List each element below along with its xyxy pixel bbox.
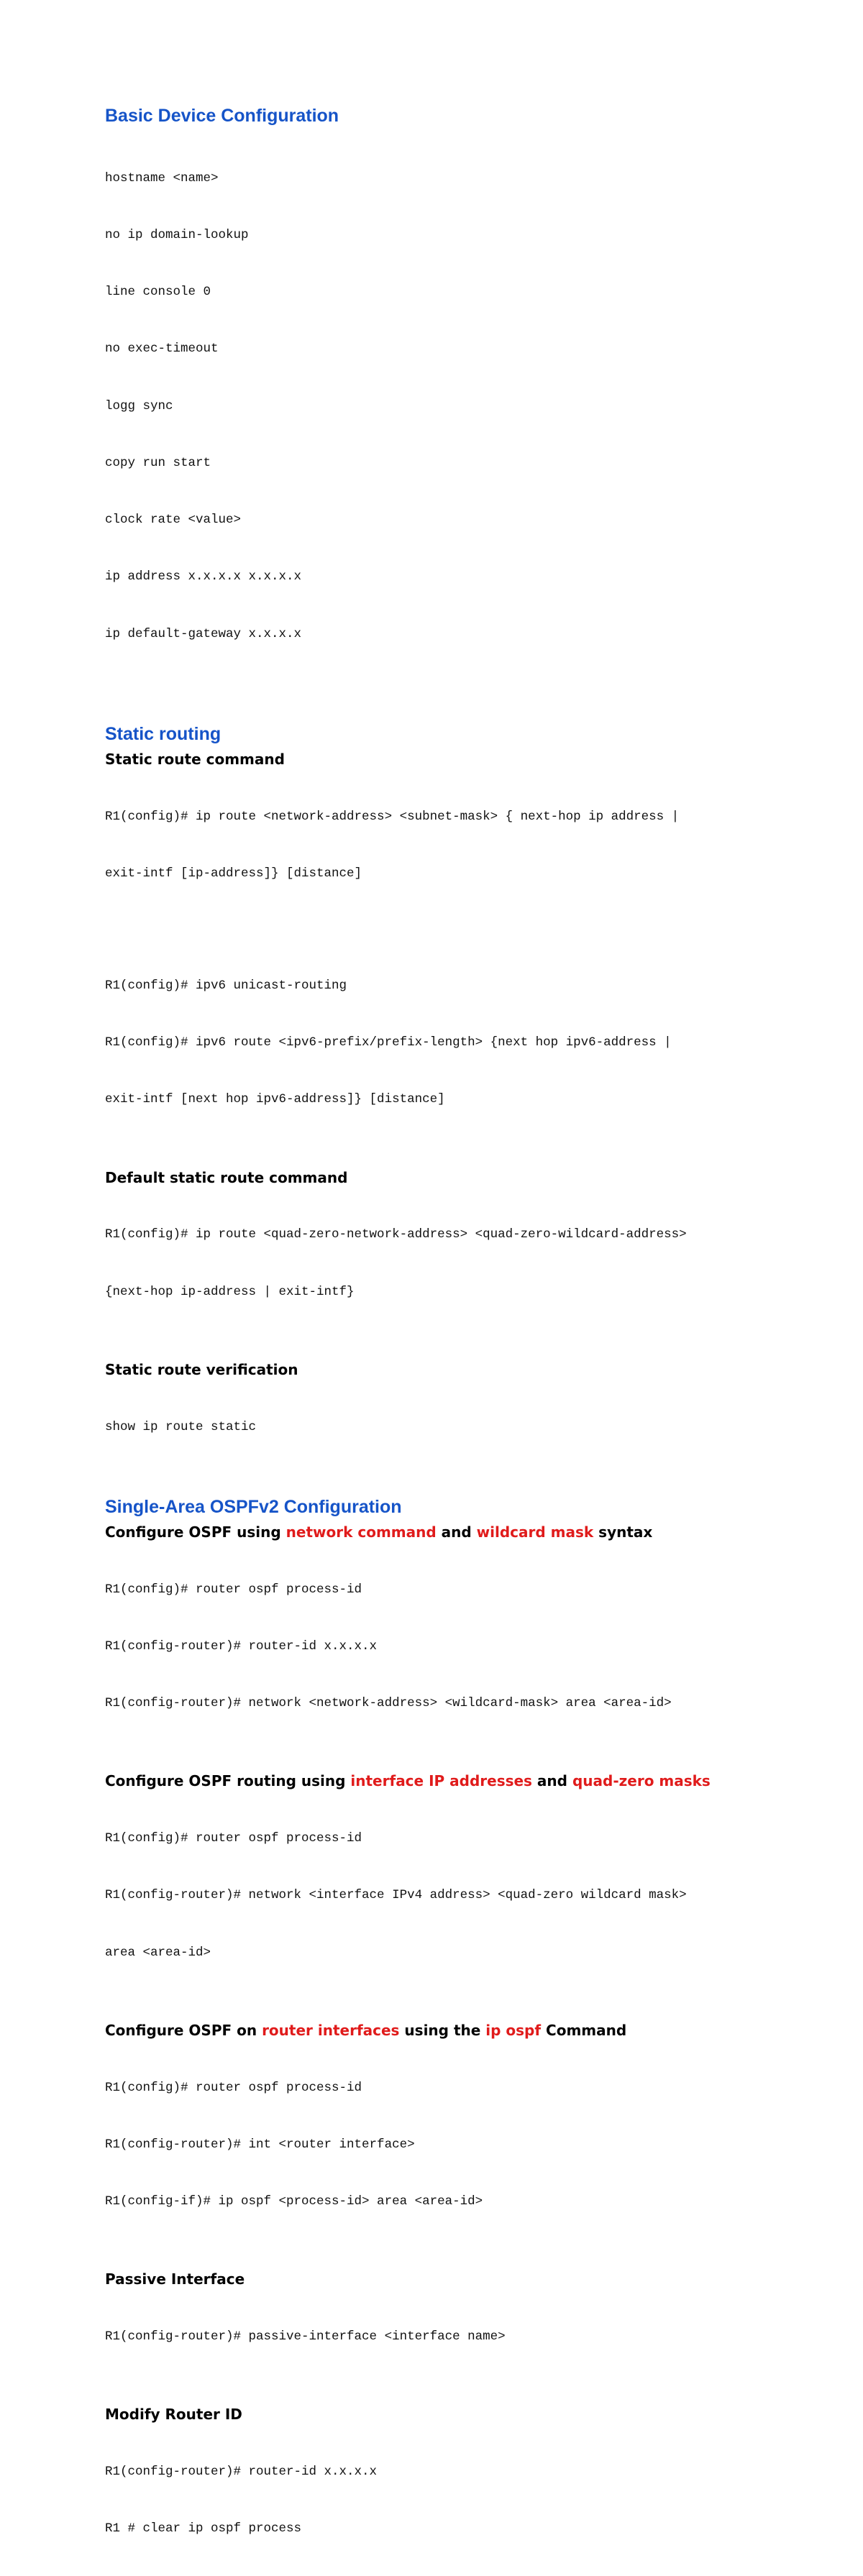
highlight-text: ip ospf: [485, 2021, 542, 2039]
code-line: {next-hop ip-address | exit-intf}: [105, 1284, 355, 1299]
code-line: R1(config)# router ospf process-id: [105, 2080, 362, 2095]
code-line: R1(config)# router ospf process-id: [105, 1582, 362, 1597]
code-line: R1(config)# ip route <quad-zero-network-address> <quad-zero-wildcard-address>: [105, 1227, 687, 1242]
heading-static-route-command: Static route command: [105, 750, 285, 768]
heading-default-static-route: Default static route command: [105, 1168, 348, 1186]
code-block-router-id: [105, 2424, 795, 2576]
code-block-ospf-ip-ospf: [105, 2040, 795, 2249]
code-line: clock rate <value>: [105, 513, 242, 528]
code-line: hostname <name>: [105, 170, 219, 185]
code-line: R1 # clear ip ospf process: [105, 2521, 302, 2536]
code-block-static-route-ipv6: [105, 938, 795, 1147]
code-block-ospf-network: [105, 1542, 795, 1751]
code-line: R1(config)# ip route <network-address> <subnet-mask> { next-hop ip address |: [105, 809, 680, 824]
code-line: R1(config-router)# int <router interface>: [105, 2137, 415, 2152]
code-line: no exec-timeout: [105, 342, 219, 357]
code-line: R1(config-router)# network <interface IPv4 address> <quad-zero wildcard mask>: [105, 1888, 687, 1903]
heading-static-route-verification: Static route verification: [105, 1360, 298, 1378]
code-line: R1(config)# ipv6 route <ipv6-prefix/prefix-length> {next hop ipv6-address |: [105, 1035, 672, 1050]
code-line: R1(config)# ipv6 unicast-routing: [105, 978, 347, 993]
code-line: no ip domain-lookup: [105, 228, 249, 243]
code-line: R1(config-router)# router-id x.x.x.x: [105, 1638, 378, 1654]
heading-text: Command: [541, 2021, 627, 2039]
code-line: copy run start: [105, 455, 211, 470]
highlight-text: quad-zero masks: [572, 1772, 711, 1790]
code-block-ospf-quad-zero: [105, 1791, 795, 1999]
heading-modify-router-id: Modify Router ID: [105, 2406, 242, 2424]
code-line: ip default-gateway x.x.x.x: [105, 626, 302, 641]
code-line: R1(config-router)# router-id x.x.x.x: [105, 2465, 378, 2480]
code-line: R1(config-router)# passive-interface <interface name>: [105, 2329, 506, 2344]
code-line: logg sync: [105, 398, 173, 413]
code-line: ip address x.x.x.x x.x.x.x: [105, 569, 302, 585]
heading-text: and: [531, 1772, 572, 1790]
code-line: area <area-id>: [105, 1945, 211, 1960]
code-block-default-route: [105, 1188, 795, 1339]
highlight-text: wildcard mask: [476, 1523, 594, 1541]
section-title-static: Static routing: [105, 723, 222, 744]
code-line: R1(config-router)# network <network-address> <wildcard-mask> area <area-id>: [105, 1696, 672, 1711]
code-block-passive: [105, 2289, 795, 2384]
code-line: line console 0: [105, 285, 211, 300]
code-block-basic: [105, 131, 795, 682]
heading-text: Configure OSPF routing using: [105, 1772, 351, 1790]
code-block-verification: [105, 1380, 795, 1475]
document-page: [105, 101, 795, 2576]
heading-text: Configure OSPF using: [105, 1523, 286, 1541]
section-title-basic: Basic Device Configuration: [105, 106, 339, 126]
heading-ospf-quad-zero: [105, 1771, 795, 1791]
code-block-static-route: [105, 769, 795, 921]
code-line: show ip route static: [105, 1419, 257, 1434]
highlight-text: interface IP addresses: [350, 1772, 532, 1790]
highlight-text: network command: [286, 1523, 437, 1541]
heading-ospf-ip-ospf: [105, 2020, 795, 2040]
code-line: R1(config)# router ospf process-id: [105, 1831, 362, 1846]
code-line: R1(config-if)# ip ospf <process-id> area <area-id>: [105, 2194, 483, 2209]
highlight-text: router interfaces: [262, 2021, 400, 2039]
heading-text: and: [436, 1523, 477, 1541]
heading-text: Configure OSPF on: [105, 2021, 262, 2039]
heading-text: using the: [399, 2021, 486, 2039]
heading-ospf-network-command: [105, 1522, 795, 1542]
code-line: exit-intf [next hop ipv6-address]} [distance]: [105, 1092, 445, 1107]
section-title-ospf: Single-Area OSPFv2 Configuration: [105, 1496, 402, 1517]
code-line: exit-intf [ip-address]} [distance]: [105, 866, 362, 881]
heading-passive-interface: Passive Interface: [105, 2270, 245, 2288]
heading-text: syntax: [593, 1523, 653, 1541]
